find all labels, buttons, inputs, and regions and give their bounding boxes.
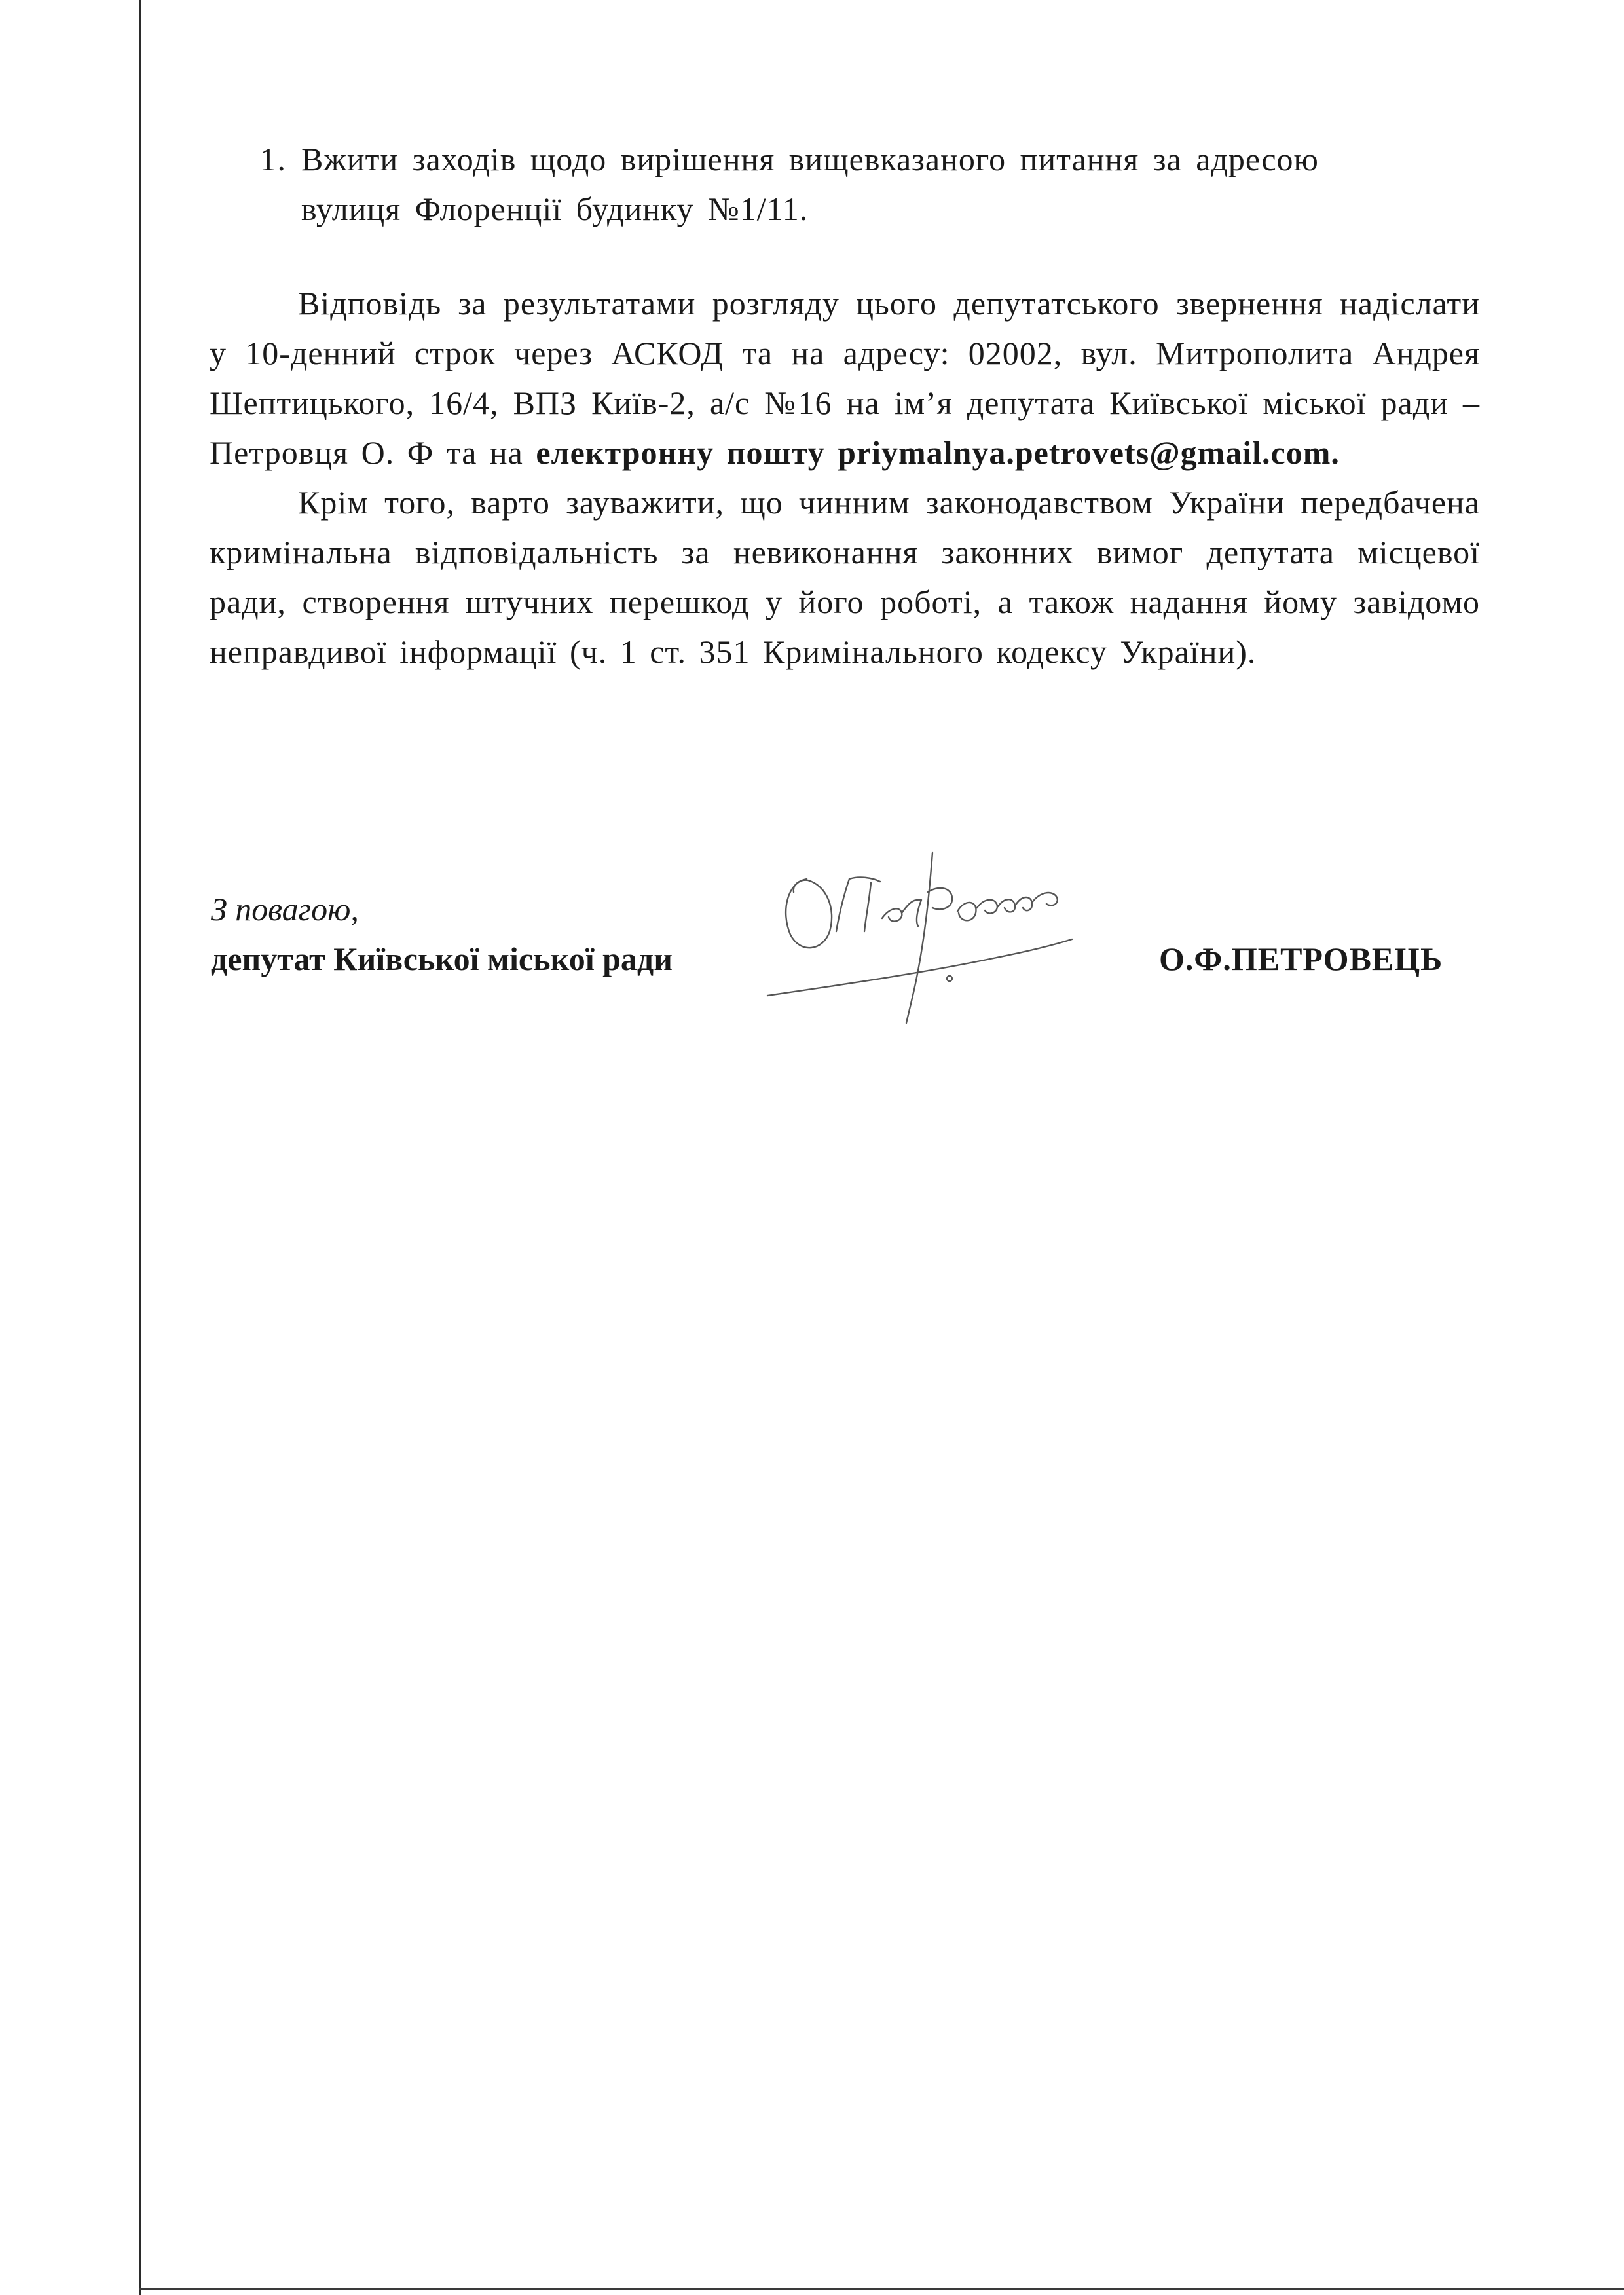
scan-edge-left	[139, 0, 141, 2295]
signature-block	[211, 884, 1481, 1081]
response-paragraph	[210, 278, 1480, 477]
list-item-line-1: Вжити заходів щодо вирішення вищевказаного питання за адресою	[301, 141, 1319, 177]
list-item	[210, 134, 1480, 234]
list-item-text	[301, 134, 1480, 234]
signer-name: О.Ф.ПЕТРОВЕЦЬ	[1159, 941, 1443, 977]
closing-greeting: З повагою,	[211, 891, 359, 927]
liability-paragraph: Крім того, варто зауважити, що чинним законодавством України передбачена кримінальна відповідальність за невиконання законних вимог депутата місцевої ради, створення штучних перешкод у його роботі, а також надання йому завідомо неправдивої інформації (ч. 1 ст. 351 Кримінального кодексу України).	[210, 484, 1480, 670]
response-email: priymalnya.petrovets@gmail.com.	[838, 434, 1340, 471]
scan-edge-bottom	[139, 2288, 1624, 2290]
letter-body	[210, 134, 1480, 677]
handwritten-signature	[761, 840, 1075, 1036]
response-text: Відповідь за результатами розгляду цього депутатського звернення надіслати у 10-денний строк через АСКОД та на адресу: 02002, вул. Митрополита Андрея Шептицького, 16/4, ВПЗ Київ-2, а/с №16 на ім’я депутата Київської міської ради – Петровця О. Ф та на	[210, 285, 1480, 471]
list-item-line-2: вулиця Флоренції будинку №1/11.	[301, 191, 809, 227]
response-email-label: електронну пошту	[536, 434, 825, 471]
signer-position: депутат Київської міської ради	[211, 941, 673, 977]
list-item-number: 1.	[259, 141, 287, 177]
